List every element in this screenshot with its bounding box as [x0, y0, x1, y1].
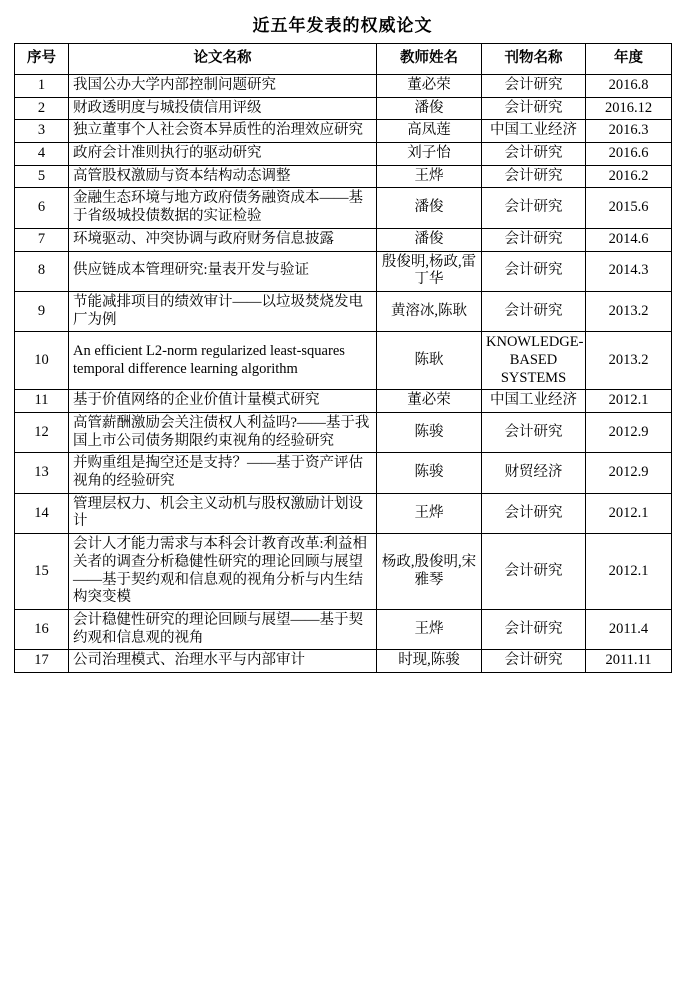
cell-no: 6	[15, 188, 69, 228]
cell-author: 王烨	[377, 493, 482, 533]
cell-paper-title: 会计人才能力需求与本科会计教育改革:利益相关者的调查分析稳健性研究的理论回顾与展望——基于契约观和信息观的视角分析与内生结构突变模	[69, 534, 377, 610]
cell-year: 2016.6	[586, 143, 672, 166]
cell-journal: 会计研究	[482, 228, 586, 251]
table-header-row	[15, 44, 672, 75]
cell-no: 8	[15, 251, 69, 291]
cell-no: 5	[15, 165, 69, 188]
cell-author: 时现,陈骏	[377, 650, 482, 673]
table-row	[15, 120, 672, 143]
cell-year: 2012.9	[586, 453, 672, 493]
cell-no: 1	[15, 75, 69, 98]
column-header-title: 论文名称	[69, 44, 377, 75]
table-row	[15, 650, 672, 673]
cell-journal: 会计研究	[482, 534, 586, 610]
table-row	[15, 291, 672, 331]
cell-paper-title: An efficient L2-norm regularized least-squares temporal difference learning algorithm	[69, 332, 377, 390]
cell-paper-title: 金融生态环境与地方政府债务融资成本——基于省级城投债数据的实证检验	[69, 188, 377, 228]
cell-journal: 会计研究	[482, 75, 586, 98]
cell-journal: 会计研究	[482, 143, 586, 166]
cell-author: 陈骏	[377, 413, 482, 453]
cell-paper-title: 节能减排项目的绩效审计——以垃圾焚烧发电厂为例	[69, 291, 377, 331]
cell-no: 15	[15, 534, 69, 610]
cell-journal: 中国工业经济	[482, 390, 586, 413]
cell-year: 2014.3	[586, 251, 672, 291]
cell-paper-title: 会计稳健性研究的理论回顾与展望——基于契约观和信息观的视角	[69, 609, 377, 649]
cell-no: 12	[15, 413, 69, 453]
table-row	[15, 413, 672, 453]
table-row	[15, 251, 672, 291]
cell-author: 陈耿	[377, 332, 482, 390]
cell-author: 王烨	[377, 609, 482, 649]
cell-author: 潘俊	[377, 228, 482, 251]
cell-no: 13	[15, 453, 69, 493]
table-row	[15, 390, 672, 413]
cell-paper-title: 环境驱动、冲突协调与政府财务信息披露	[69, 228, 377, 251]
cell-journal: 会计研究	[482, 493, 586, 533]
cell-journal: 中国工业经济	[482, 120, 586, 143]
cell-year: 2012.1	[586, 390, 672, 413]
cell-year: 2016.12	[586, 97, 672, 120]
cell-year: 2013.2	[586, 332, 672, 390]
cell-paper-title: 公司治理模式、治理水平与内部审计	[69, 650, 377, 673]
cell-author: 潘俊	[377, 97, 482, 120]
cell-journal: KNOWLEDGE-BASED SYSTEMS	[482, 332, 586, 390]
cell-no: 4	[15, 143, 69, 166]
cell-author: 杨政,殷俊明,宋雅琴	[377, 534, 482, 610]
cell-paper-title: 我国公办大学内部控制问题研究	[69, 75, 377, 98]
table-row	[15, 609, 672, 649]
cell-no: 16	[15, 609, 69, 649]
cell-journal: 会计研究	[482, 609, 586, 649]
cell-author: 董必荣	[377, 390, 482, 413]
cell-no: 11	[15, 390, 69, 413]
cell-paper-title: 高管股权激励与资本结构动态调整	[69, 165, 377, 188]
cell-paper-title: 供应链成本管理研究:量表开发与验证	[69, 251, 377, 291]
cell-no: 17	[15, 650, 69, 673]
cell-paper-title: 政府会计准则执行的驱动研究	[69, 143, 377, 166]
cell-paper-title: 管理层权力、机会主义动机与股权激励计划设计	[69, 493, 377, 533]
cell-year: 2015.6	[586, 188, 672, 228]
table-row	[15, 165, 672, 188]
table-row	[15, 534, 672, 610]
cell-paper-title: 基于价值网络的企业价值计量模式研究	[69, 390, 377, 413]
authoritative-papers-table	[14, 43, 672, 673]
cell-no: 2	[15, 97, 69, 120]
cell-author: 高凤莲	[377, 120, 482, 143]
cell-author: 潘俊	[377, 188, 482, 228]
cell-journal: 财贸经济	[482, 453, 586, 493]
cell-author: 陈骏	[377, 453, 482, 493]
cell-no: 9	[15, 291, 69, 331]
cell-journal: 会计研究	[482, 97, 586, 120]
table-row	[15, 453, 672, 493]
column-header-year: 年度	[586, 44, 672, 75]
cell-year: 2012.9	[586, 413, 672, 453]
cell-no: 3	[15, 120, 69, 143]
cell-journal: 会计研究	[482, 251, 586, 291]
cell-paper-title: 高管薪酬激励会关注债权人利益吗?——基于我国上市公司债务期限约束视角的经验研究	[69, 413, 377, 453]
cell-author: 刘子怡	[377, 143, 482, 166]
table-row	[15, 143, 672, 166]
table-row	[15, 188, 672, 228]
table-row	[15, 332, 672, 390]
cell-year: 2012.1	[586, 493, 672, 533]
column-header-journal: 刊物名称	[482, 44, 586, 75]
cell-author: 黄溶冰,陈耿	[377, 291, 482, 331]
cell-paper-title: 独立董事个人社会资本异质性的治理效应研究	[69, 120, 377, 143]
table-row	[15, 493, 672, 533]
cell-no: 10	[15, 332, 69, 390]
cell-year: 2016.8	[586, 75, 672, 98]
column-header-no: 序号	[15, 44, 69, 75]
cell-year: 2013.2	[586, 291, 672, 331]
cell-journal: 会计研究	[482, 413, 586, 453]
cell-paper-title: 财政透明度与城投债信用评级	[69, 97, 377, 120]
cell-author: 董必荣	[377, 75, 482, 98]
cell-journal: 会计研究	[482, 291, 586, 331]
cell-journal: 会计研究	[482, 165, 586, 188]
cell-year: 2011.11	[586, 650, 672, 673]
cell-author: 殷俊明,杨政,雷丁华	[377, 251, 482, 291]
cell-year: 2016.2	[586, 165, 672, 188]
cell-author: 王烨	[377, 165, 482, 188]
page-title: 近五年发表的权威论文	[252, 16, 433, 35]
table-row	[15, 75, 672, 98]
table-header	[15, 44, 672, 75]
cell-year: 2016.3	[586, 120, 672, 143]
cell-year: 2012.1	[586, 534, 672, 610]
table-body	[15, 75, 672, 673]
cell-journal: 会计研究	[482, 650, 586, 673]
cell-no: 7	[15, 228, 69, 251]
table-row	[15, 228, 672, 251]
cell-year: 2011.4	[586, 609, 672, 649]
cell-no: 14	[15, 493, 69, 533]
table-row	[15, 97, 672, 120]
cell-year: 2014.6	[586, 228, 672, 251]
column-header-author: 教师姓名	[377, 44, 482, 75]
cell-paper-title: 并购重组是掏空还是支持？——基于资产评估视角的经验研究	[69, 453, 377, 493]
cell-journal: 会计研究	[482, 188, 586, 228]
